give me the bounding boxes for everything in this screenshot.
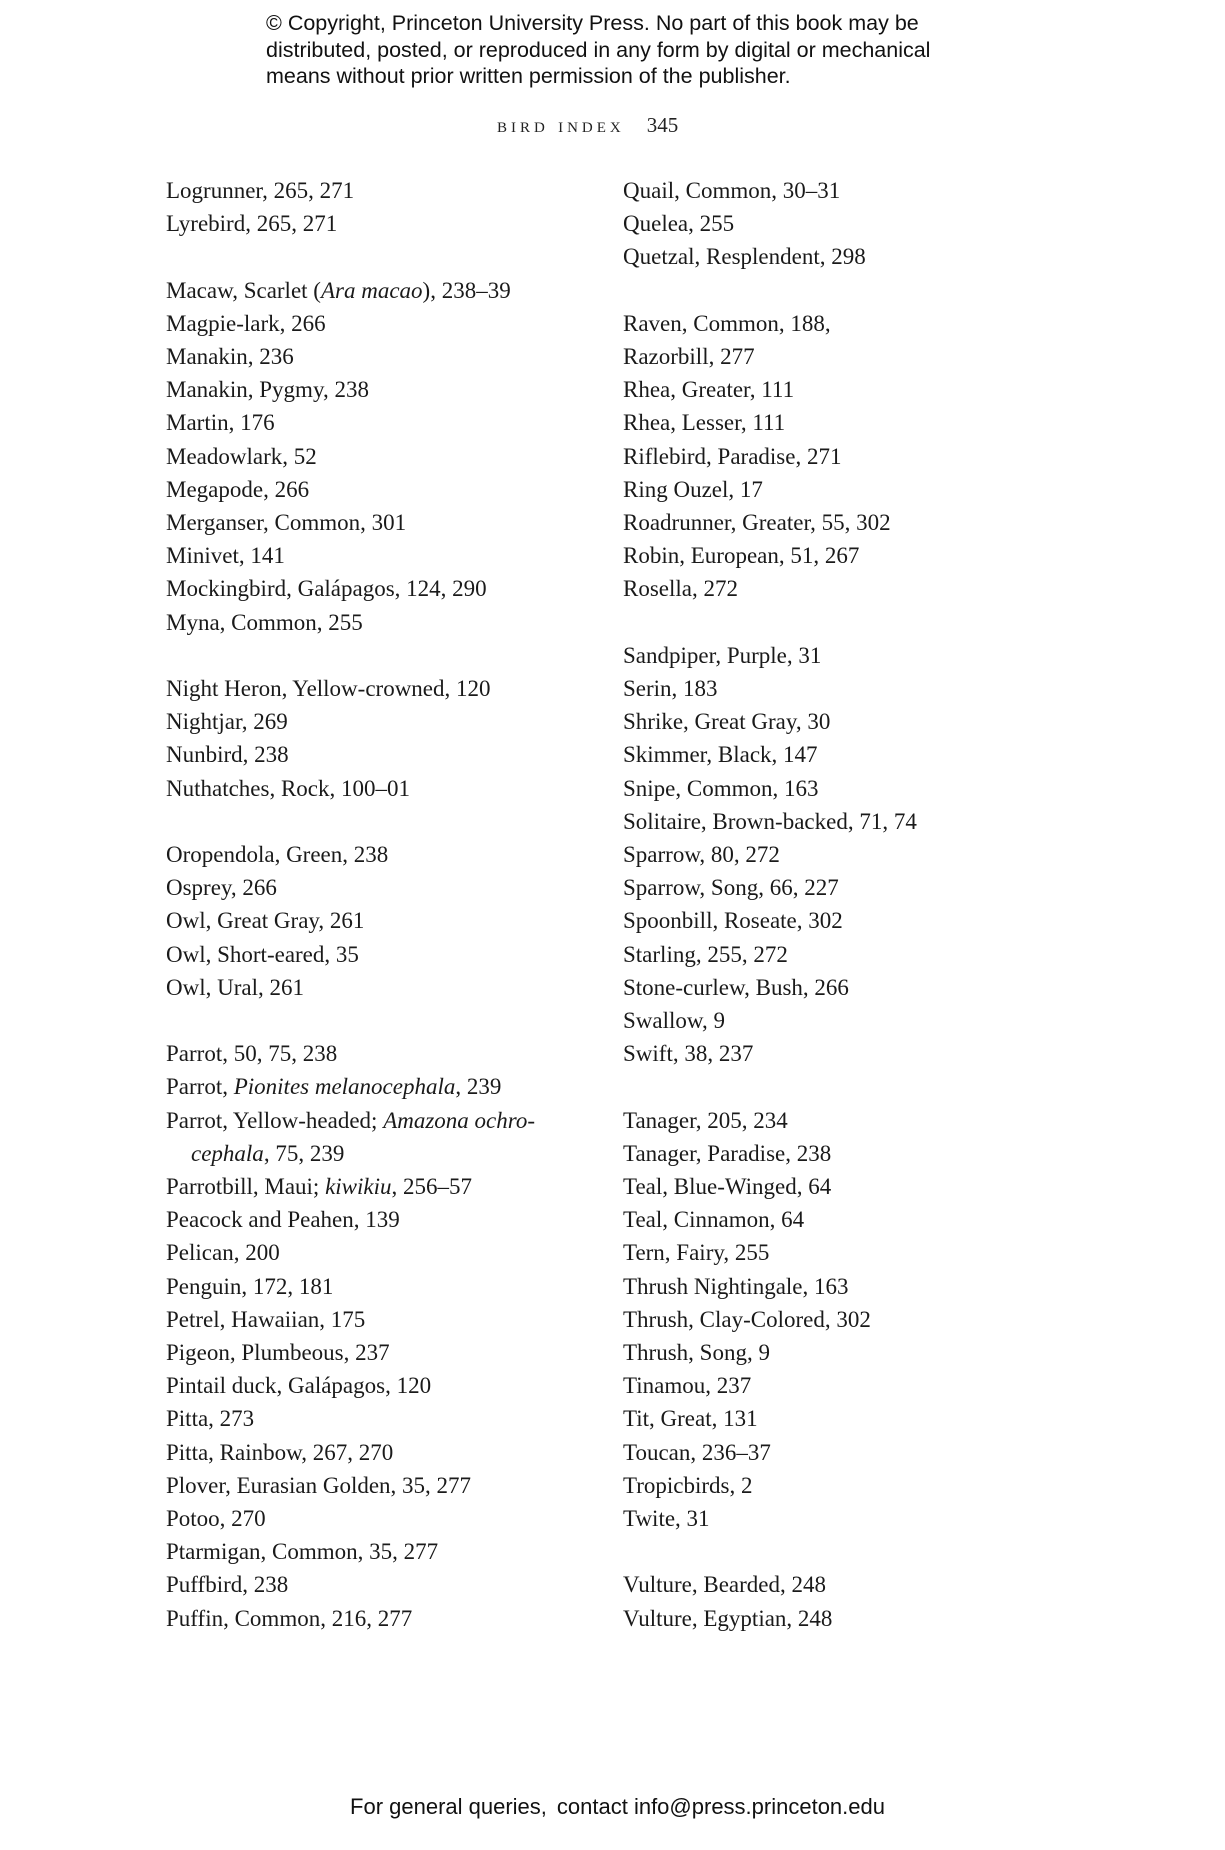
index-entry: Tanager, Paradise, 238 bbox=[623, 1140, 832, 1166]
index-entry: Thrush, Song, 9 bbox=[623, 1340, 770, 1366]
index-entry: Myna, Common, 255 bbox=[166, 609, 363, 635]
index-entry bbox=[166, 1104, 606, 1137]
entry-italic: Ara macao bbox=[320, 277, 423, 303]
index-entry: Sparrow, Song, 66, 227 bbox=[623, 875, 839, 901]
index-entry: Teal, Cinnamon, 64 bbox=[623, 1207, 805, 1233]
index-entry: Rhea, Greater, 111 bbox=[623, 377, 795, 403]
index-entry: Twite, 31 bbox=[623, 1506, 710, 1532]
index-entry: Ptarmigan, Common, 35, 277 bbox=[166, 1539, 439, 1565]
index-entry: Razorbill, 277 bbox=[623, 344, 755, 369]
index-entry: Puffbird, 238 bbox=[166, 1572, 289, 1598]
index-entry: Starling, 255, 272 bbox=[623, 941, 788, 967]
index-entry: Minivet, 141 bbox=[166, 543, 285, 569]
index-entry: Potoo, 270 bbox=[166, 1506, 266, 1532]
index-entry: Teal, Blue-Winged, 64 bbox=[623, 1174, 832, 1200]
index-entry: Thrush, Clay-Colored, 302 bbox=[623, 1306, 871, 1332]
index-entry: Parrot, 50, 75, 238 bbox=[166, 1041, 338, 1067]
entry-text: ), 238–39 bbox=[422, 277, 511, 303]
index-entry: Merganser, Common, 301 bbox=[166, 510, 407, 536]
entry-italic: kiwikiu bbox=[325, 1174, 392, 1200]
index-entry: Vulture, Bearded, 248 bbox=[623, 1572, 827, 1598]
index-entry: Tanager, 205, 234 bbox=[623, 1107, 788, 1133]
index-entry-continuation bbox=[166, 1137, 606, 1170]
index-entry: Owl, Great Gray, 261 bbox=[166, 908, 365, 934]
entry-italic: Amazona ochro- bbox=[383, 1107, 536, 1133]
index-entry: Night Heron, Yellow-crowned, 120 bbox=[166, 676, 491, 702]
index-column-right bbox=[623, 174, 1063, 1635]
index-entry: Vulture, Egyptian, 248 bbox=[623, 1605, 833, 1631]
index-entry: Rhea, Lesser, 111 bbox=[623, 410, 786, 436]
index-entry: Swift, 38, 237 bbox=[623, 1041, 754, 1067]
index-entry: Petrel, Hawaiian, 175 bbox=[166, 1306, 366, 1332]
index-entry: Owl, Ural, 261 bbox=[166, 974, 304, 1000]
copyright-notice bbox=[266, 10, 1026, 90]
index-entry: Stone-curlew, Bush, 266 bbox=[623, 974, 849, 1000]
index-entry: Swallow, 9 bbox=[623, 1008, 726, 1034]
index-entry: Megapode, 266 bbox=[166, 476, 310, 502]
entry-text: , 239 bbox=[455, 1074, 502, 1100]
index-entry: Pelican, 200 bbox=[166, 1240, 280, 1266]
index-entry: Spoonbill, Roseate, 302 bbox=[623, 908, 843, 934]
index-entry: Ring Ouzel, 17 bbox=[623, 476, 763, 502]
index-entry: Martin, 176 bbox=[166, 410, 275, 436]
index-entry: Rosella, 272 bbox=[623, 576, 738, 602]
entry-text: Parrot, bbox=[166, 1074, 234, 1100]
entry-text: Parrot, Yellow-headed; bbox=[166, 1107, 384, 1133]
index-entry: Sparrow, 80, 272 bbox=[623, 842, 780, 868]
index-entry: Toucan, 236–37 bbox=[623, 1439, 771, 1465]
index-entry: Tern, Fairy, 255 bbox=[623, 1240, 770, 1266]
index-entry: Mockingbird, Galápagos, 124, 290 bbox=[166, 576, 487, 602]
index-entry: Owl, Short-eared, 35 bbox=[166, 941, 359, 967]
copyright-line: means without prior written permission of the publisher. bbox=[266, 64, 791, 88]
index-entry: Pitta, Rainbow, 267, 270 bbox=[166, 1439, 394, 1465]
index-column-left bbox=[166, 174, 606, 1635]
index-entry: Shrike, Great Gray, 30 bbox=[623, 709, 831, 735]
entry-italic: Pionites melanocephala bbox=[233, 1074, 456, 1100]
index-entry: Solitaire, Brown-backed, 71, 74 bbox=[623, 808, 917, 834]
index-entry: Osprey, 266 bbox=[166, 875, 277, 901]
index-entry: Nightjar, 269 bbox=[166, 709, 288, 735]
footer bbox=[0, 1794, 1225, 1820]
index-entry: Logrunner, 265, 271 bbox=[166, 178, 355, 203]
index-entry: Pintail duck, Galápagos, 120 bbox=[166, 1373, 432, 1399]
page-number: 345 bbox=[646, 113, 679, 137]
index-entry: Sandpiper, Purple, 31 bbox=[623, 642, 822, 668]
index-entry: Robin, European, 51, 267 bbox=[623, 543, 860, 569]
index-entry: Pigeon, Plumbeous, 237 bbox=[166, 1340, 390, 1366]
index-entry: Riflebird, Paradise, 271 bbox=[623, 443, 842, 469]
footer-contact-link[interactable]: contact info@press.princeton.edu bbox=[556, 1794, 885, 1819]
index-entry: Nuthatches, Rock, 100–01 bbox=[166, 775, 411, 801]
entry-text: Macaw, Scarlet ( bbox=[166, 277, 321, 303]
index-entry: Thrush Nightingale, 163 bbox=[623, 1273, 849, 1299]
copyright-line: distributed, posted, or reproduced in any form by digital or mechanical bbox=[266, 37, 931, 62]
entry-text: , 256–57 bbox=[391, 1174, 473, 1200]
index-entry: Penguin, 172, 181 bbox=[166, 1273, 334, 1299]
index-entry: Peacock and Peahen, 139 bbox=[166, 1207, 400, 1233]
index-entry: Meadowlark, 52 bbox=[166, 443, 317, 469]
copyright-line: © Copyright, Princeton University Press. No part of this book may be bbox=[266, 11, 919, 35]
entry-italic: cephala bbox=[191, 1140, 264, 1166]
running-head bbox=[497, 113, 678, 138]
index-entry: Manakin, 236 bbox=[166, 344, 294, 369]
index-entry: Quail, Common, 30–31 bbox=[623, 178, 841, 203]
index-entry: Nunbird, 238 bbox=[166, 742, 289, 768]
index-entry bbox=[166, 1170, 606, 1203]
index-entry: Pitta, 273 bbox=[166, 1406, 255, 1432]
footer-label: For general queries, bbox=[350, 1794, 547, 1819]
index-entry: Snipe, Common, 163 bbox=[623, 775, 819, 801]
index-entry: Tinamou, 237 bbox=[623, 1373, 752, 1399]
index-entry bbox=[166, 274, 606, 307]
index-entry: Serin, 183 bbox=[623, 676, 718, 702]
index-entry: Skimmer, Black, 147 bbox=[623, 742, 818, 768]
running-head-title: bird index bbox=[497, 113, 625, 137]
index-entry: Tit, Great, 131 bbox=[623, 1406, 758, 1432]
index-entry: Quelea, 255 bbox=[623, 211, 735, 237]
index-entry: Plover, Eurasian Golden, 35, 277 bbox=[166, 1472, 472, 1498]
index-entry: Raven, Common, 188, bbox=[623, 310, 831, 336]
index-entry: Quetzal, Resplendent, 298 bbox=[623, 244, 866, 270]
index-entry: Manakin, Pygmy, 238 bbox=[166, 377, 369, 403]
index-entry: Lyrebird, 265, 271 bbox=[166, 211, 338, 237]
index-entry: Roadrunner, Greater, 55, 302 bbox=[623, 510, 891, 536]
index-entry bbox=[166, 1070, 606, 1103]
index-entry: Magpie-lark, 266 bbox=[166, 310, 326, 336]
index-entry: Oropendola, Green, 238 bbox=[166, 842, 389, 868]
entry-text: , 75, 239 bbox=[263, 1140, 345, 1166]
index-entry: Tropicbirds, 2 bbox=[623, 1472, 753, 1498]
entry-text: Parrotbill, Maui; bbox=[166, 1174, 326, 1200]
index-entry: Puffin, Common, 216, 277 bbox=[166, 1605, 413, 1631]
